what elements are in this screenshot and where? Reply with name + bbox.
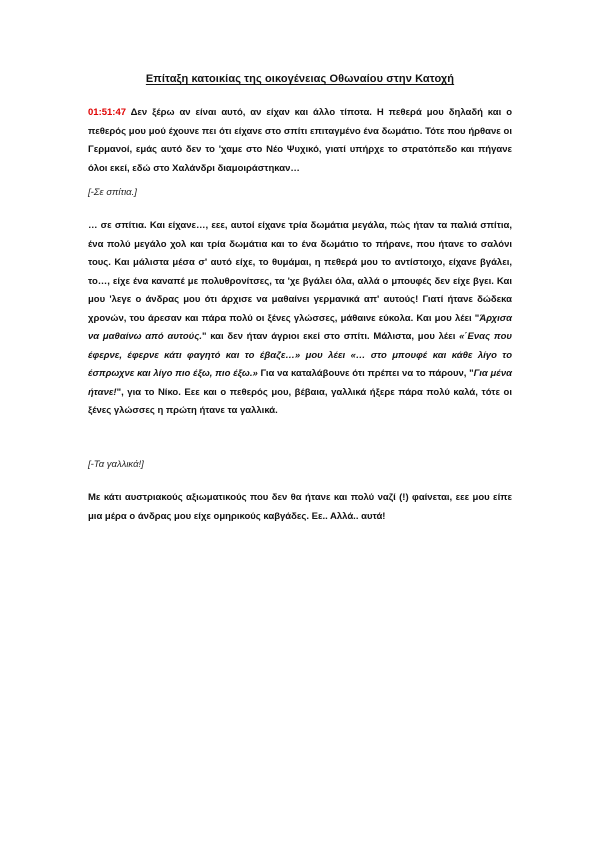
paragraph-1-text: Δεν ξέρω αν είναι αυτό, αν είχαν και άλλο τίποτα. Η πεθερά μου δηλαδή και ο πεθερός μου μού έχουνε πει ότι είχανε στο σπίτι επιταγμένο ένα δωμάτιο. Τότε που ήρθανε οι Γερμανοί, εμάς αυτό δεν το 'χαμε στο Νέο Ψυχικό, γιατί υπήρχε το στρατόπεδο και πήγανε όλοι εκεί, εδώ στο Χαλάνδρι διαμοιράστηκαν… (88, 107, 512, 174)
paragraph-2-part-1: … σε σπίτια. Και είχανε…, εεε, αυτοί είχανε τρία δωμάτια μεγάλα, πώς ήταν τα παλιά σπίτια, ένα πολύ μεγάλο χολ και τρία δωμάτια και το ένα δωμάτιο το πήρανε, που ήτανε το σαλόνι τους. Και μάλιστα μέσα σ' αυτό είχε, το θυμάμαι, η πεθερά μου το αντίστοιχο, είχανε βγάλει, το…, είχε ένα καναπέ με πολυθρονίτσες, τα 'χε βγάλει όλα, αλλά ο μπουφές δεν είχε βγει. Και μου 'λεγε ο άνδρας μου ότι άρχισε να μαθαίνει γερμανικά απ' αυτούς! Γιατί ήτανε δώδεκα χρονών, του άρεσαν και πάρα πολύ οι ξένες γλώσσες, μάθαινε εύκολα. Και μου λέει " (88, 220, 512, 324)
paragraph-2-part-4: ", για το Νίκο. Εεε και ο πεθερός μου, βέβαια, γαλλικά ήξερε πάρα πολύ καλά, τότε οι ξένες γλώσσες η πρώτη ήτανε τα γαλλικά. (88, 386, 512, 416)
paragraph-2 (88, 217, 512, 421)
timestamp: 01:51:47 (88, 107, 127, 118)
paragraph-2-quote-1: Άρχισα να μαθαίνω από αυτούς. (88, 312, 512, 342)
paragraph-2-part-3: Για να καταλάβουνε ότι πρέπει να το πάρουν, " (257, 368, 474, 379)
paragraph-1 (88, 104, 512, 178)
interviewer-note-1: [-Σε σπίτια.] (88, 187, 137, 198)
document-title: Επίταξη κατοικίας της οικογένειας Οθωναίου στην Κατοχή (145, 73, 455, 85)
paragraph-2-quote-2: «΄Ενας που έφερνε, έφερνε κάτι φαγητό και το έβαζε…» μου λέει «… στο μπουφέ και κάθε λίγο το έσπρωχνε και λίγο πιο έξω, πιο έξω.» (88, 331, 512, 379)
paragraph-2-part-2: " και δεν ήταν άγριοι εκεί στο σπίτι. Μάλιστα, μου λέει (201, 331, 460, 342)
paragraph-2-quote-3: Για μένα ήτανε! (88, 368, 512, 398)
interviewer-note-2: [-Τα γαλλικά!] (88, 459, 144, 470)
paragraph-3: Με κάτι αυστριακούς αξιωματικούς που δεν θα ήτανε και πολύ ναζί (!) φαίνεται, εεε μου είπε μια μέρα ο άνδρας μου είχε ομηρικούς καβγάδες. Εε.. Αλλά.. αυτά! (88, 492, 512, 522)
